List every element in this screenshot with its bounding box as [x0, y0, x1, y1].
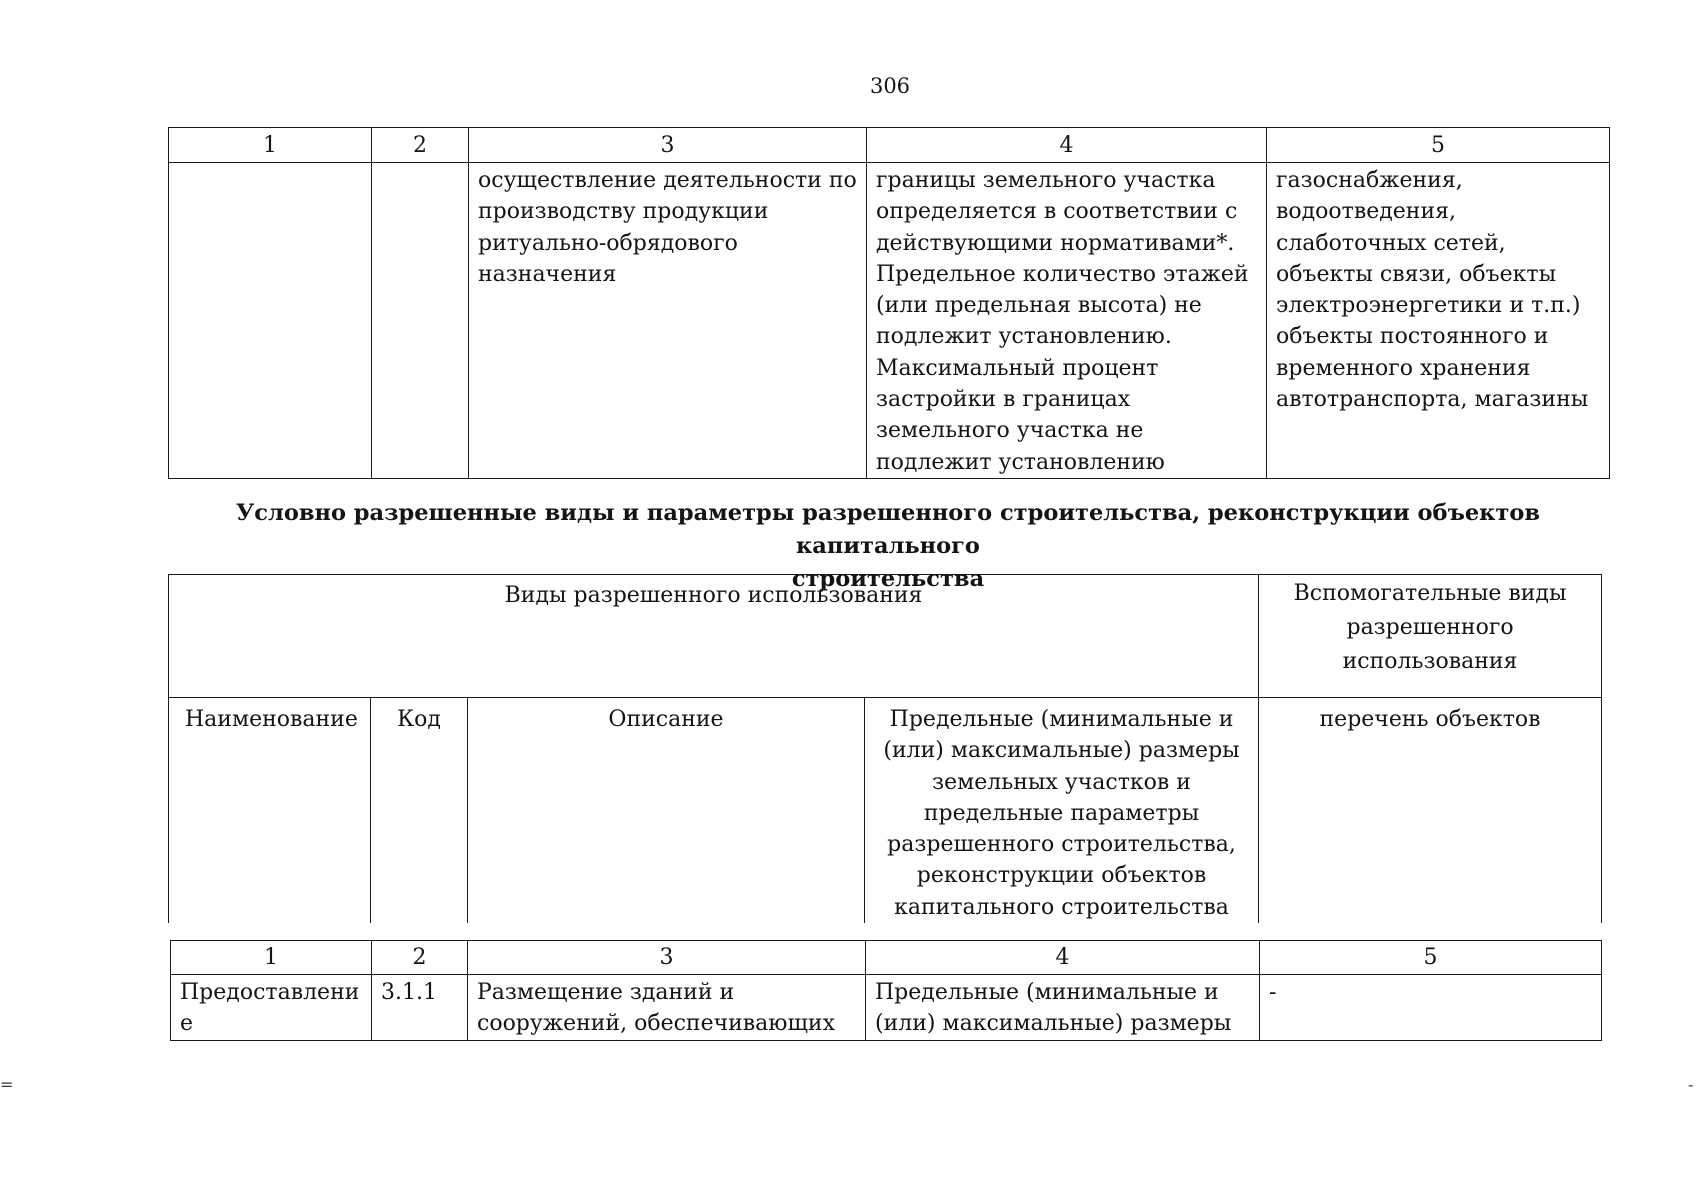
subheader-code: Код — [371, 698, 468, 924]
subheader-description: Описание — [468, 698, 865, 924]
limits-header-text: Предельные (минимальные и (или) максимальные) размеры земельных участков и предельные параметры разрешенного строительства, реконструкции объектов капитального строительства — [883, 707, 1240, 920]
table-continued — [168, 127, 1610, 479]
column-number: 2 — [372, 128, 469, 163]
column-number: 1 — [169, 128, 372, 163]
cell-objects — [1260, 975, 1602, 1041]
subheader-limits — [865, 698, 1259, 924]
column-number: 5 — [1267, 128, 1610, 163]
table-row — [171, 975, 1602, 1041]
name-text: Предоставлени е — [180, 980, 360, 1037]
subheader-objects: перечень объектов — [1259, 698, 1602, 924]
header-table — [168, 574, 1602, 923]
code-text: 3.1.1 — [381, 980, 437, 1005]
cell-name — [169, 163, 372, 479]
aux-header-text: Вспомогательные виды разрешенного использования — [1293, 581, 1567, 674]
cell-code — [372, 163, 469, 479]
description-text: осуществление деятельности по производству продукции ритуально-обрядового назначения — [478, 168, 857, 287]
objects-text: - — [1269, 980, 1277, 1005]
cell-limits — [867, 163, 1267, 479]
left-margin-mark: = — [0, 1075, 14, 1094]
column-number: 5 — [1260, 941, 1602, 975]
column-number: 3 — [469, 128, 867, 163]
column-number: 4 — [867, 128, 1267, 163]
group-header-row — [169, 575, 1602, 698]
column-number-row — [171, 941, 1602, 975]
subheader-row — [169, 698, 1602, 924]
cell-objects — [1267, 163, 1610, 479]
limits-text: границы земельного участка определяется в соответствии с действующими нормативами*. Предельное количество этажей (или предельная высота) не подлежит установлению. Максимальный процент застройки в границах земельного участка не подлежит установлению — [876, 168, 1249, 475]
cell-description — [469, 163, 867, 479]
description-text: Размещение зданий и сооружений, обеспечивающих — [477, 980, 835, 1037]
cell-code — [372, 975, 468, 1041]
column-number-row — [169, 128, 1610, 163]
table-new — [170, 940, 1602, 1041]
section-title: Условно разрешенные виды и параметры разрешенного строительства, реконструкции объектов капитального строительства — [236, 500, 1540, 592]
cell-name — [171, 975, 372, 1041]
limits-text: Предельные (минимальные и (или) максимальные) размеры — [875, 980, 1232, 1037]
group-header-main: Виды разрешенного использования — [169, 575, 1259, 698]
column-number: 4 — [866, 941, 1260, 975]
subheader-name: Наименование — [169, 698, 371, 924]
objects-text: газоснабжения, водоотведения, слаботочных сетей, объекты связи, объекты электроэнергетики и т.п.) объекты постоянного и временного хранения автотранспорта, магазины — [1276, 168, 1589, 413]
right-margin-mark: - — [1688, 1075, 1694, 1094]
column-number: 2 — [372, 941, 468, 975]
page-number: 306 — [869, 74, 911, 98]
cell-limits — [866, 975, 1260, 1041]
cell-description — [468, 975, 866, 1041]
group-header-aux — [1259, 575, 1602, 698]
table-row — [169, 163, 1610, 479]
column-number: 1 — [171, 941, 372, 975]
column-number: 3 — [468, 941, 866, 975]
